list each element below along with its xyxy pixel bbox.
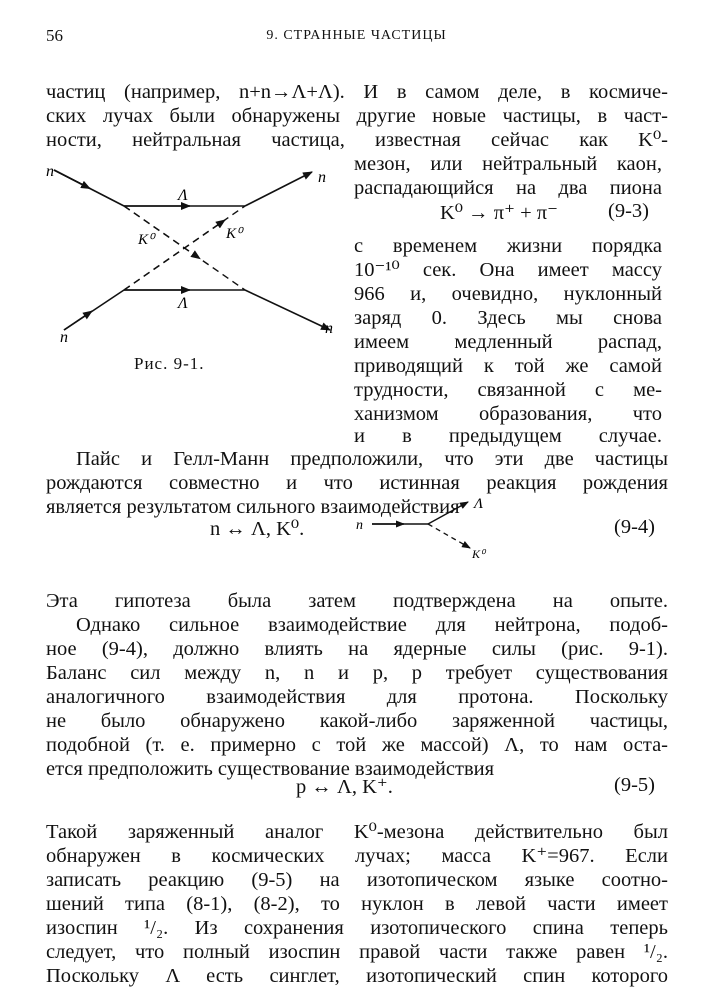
page-number: 56 — [46, 26, 63, 45]
text-line: ханизмом образования, что — [354, 403, 662, 425]
equation-number: (9-3) — [608, 200, 649, 222]
text-line: Эта гипотеза была затем подтверждена на опыте. — [46, 590, 668, 612]
arrow-icon — [64, 311, 92, 330]
text-line: изоспин ¹/₂. Из сохранения изотопического спина теперь — [46, 917, 668, 939]
text-line: записать реакцию (9-5) на изотопическом языке соотно- — [46, 869, 668, 891]
text-line: заряд 0. Здесь мы снова — [354, 307, 662, 329]
text-line: является результатом сильного взаимодействия — [46, 496, 460, 518]
label-k0: K⁰ — [472, 547, 485, 561]
text-line: трудности, связанной с ме- — [354, 379, 662, 401]
text-line: аналогичного взаимодействия для протона. Поскольку — [46, 686, 668, 708]
text-line: шений типа (8-1), (8-2), то нуклон в левой части имеет — [46, 893, 668, 915]
text-line: Баланс сил между n, n и p, p требует существования — [46, 662, 668, 684]
label-n: n — [318, 169, 326, 186]
equation-number: (9-5) — [614, 774, 655, 796]
text-line: Однако сильное взаимодействие для нейтрона, подоб- — [76, 614, 668, 636]
label-n: n — [356, 518, 363, 533]
text-line: Такой заряженный аналог K⁰-мезона действительно был — [46, 821, 668, 843]
diagram-9-4 — [356, 488, 496, 563]
text-line: и в предыдущем случае. — [354, 425, 662, 447]
label-lambda: Λ — [474, 496, 484, 512]
text-line: 966 и, очевидно, нуклонный — [354, 283, 662, 305]
arrow-icon — [124, 220, 225, 290]
text-line: обнаружен в космических лучах; масса K⁺=967. Если — [46, 845, 668, 867]
figure-caption: Рис. 9-1. — [134, 354, 205, 373]
arrow-icon — [54, 170, 90, 189]
label-n: n — [325, 320, 333, 337]
kaon-line — [428, 524, 470, 548]
label-lambda: Λ — [178, 295, 188, 312]
text-line: ется предположить существование взаимодействия — [46, 758, 495, 780]
text-line: распадающийся на два пиона — [354, 177, 662, 199]
figure-9-1 — [40, 150, 358, 380]
text-line: подобной (т. е. примерно с той же массой) Λ, то нам оста- — [46, 734, 668, 756]
text-line: Пайс и Гелл-Манн предположили, что эти две частицы — [76, 448, 668, 470]
text-line: имеем медленный распад, — [354, 331, 662, 353]
text-line: ное (9-4), должно влиять на ядерные силы (рис. 9-1). — [46, 638, 668, 660]
text-line: мезон, или нейтральный каон, — [354, 153, 662, 175]
text-line: ности, нейтральная частица, известная сейчас как K⁰- — [46, 129, 668, 151]
running-title: 9. СТРАННЫЕ ЧАСТИЦЫ — [266, 28, 447, 43]
neutron-line — [245, 172, 312, 206]
lambda-line — [428, 502, 468, 524]
label-k0: K⁰ — [138, 232, 155, 248]
equation-number: (9-4) — [614, 516, 655, 538]
text-line: частиц (например, n+n→Λ+Λ). И в самом деле, в космиче- — [46, 81, 668, 103]
label-n: n — [60, 329, 68, 346]
page-header — [46, 26, 667, 50]
text-line: Поскольку Λ есть синглет, изотопический спин которого — [46, 965, 668, 987]
text-line: с временем жизни порядка — [354, 235, 662, 257]
text-line: приводящий к той же самой — [354, 355, 662, 377]
text-line: рождаются совместно и что истинная реакция рождения — [46, 472, 668, 494]
neutron-line — [245, 290, 330, 330]
equation-9-3: K⁰ → π⁺ + π⁻ — [440, 202, 558, 224]
arrow-icon — [124, 206, 200, 259]
equation-9-4: n ↔ Λ, K⁰. — [210, 518, 305, 540]
label-k0: K⁰ — [226, 226, 243, 242]
label-n: n — [46, 163, 54, 180]
text-line: не было обнаружено какой-либо заряженной частицы, — [46, 710, 668, 732]
equation-9-5: p ↔ Λ, K⁺. — [296, 776, 393, 798]
text-line: ских лучах были обнаружены другие новые частицы, в част- — [46, 105, 668, 127]
text-line: следует, что полный изоспин правой части также равен ¹/₂. — [46, 941, 668, 963]
label-lambda: Λ — [178, 187, 188, 204]
text-line: 10⁻¹⁰ сек. Она имеет массу — [354, 259, 662, 281]
